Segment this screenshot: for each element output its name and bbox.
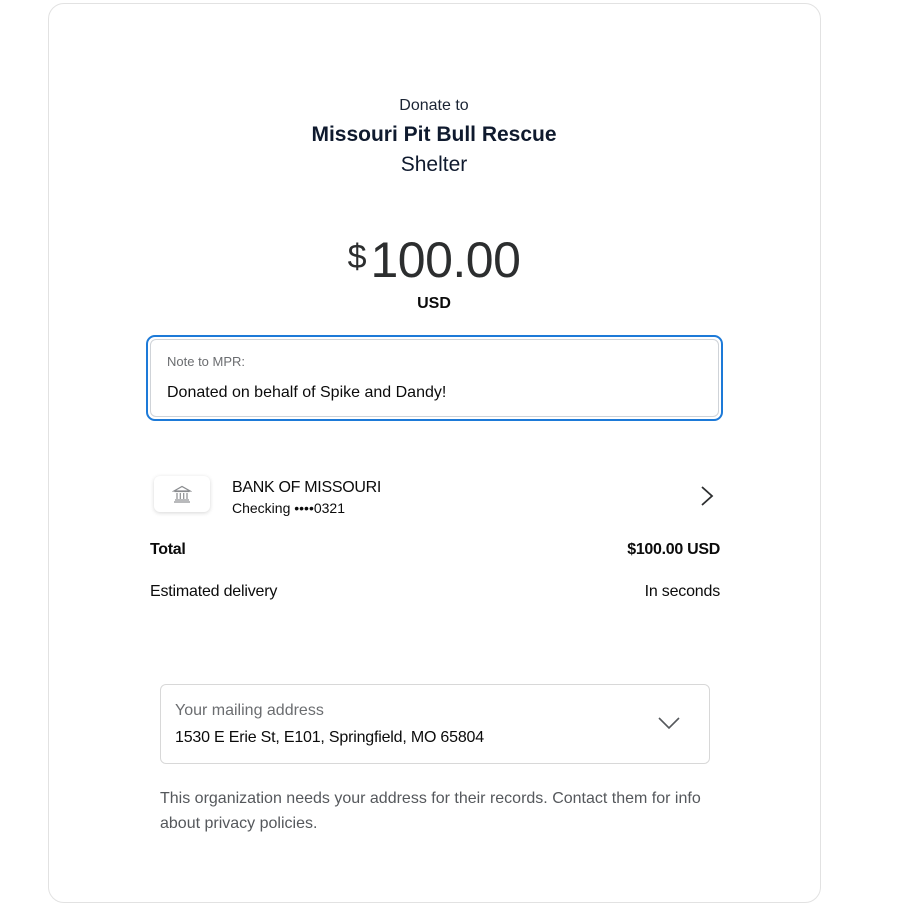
funding-source-selector[interactable] — [150, 472, 722, 522]
mailing-address-dropdown[interactable] — [160, 684, 710, 764]
address-label: Your mailing address — [175, 702, 324, 719]
total-row — [150, 540, 720, 560]
organization-name: Missouri Pit Bull Rescue — [311, 123, 557, 146]
bank-icon — [172, 484, 192, 504]
amount-value: 100.00 — [370, 232, 521, 288]
delivery-value: In seconds — [644, 583, 720, 600]
total-value: $100.00 USD — [627, 541, 720, 558]
donate-to-label: Donate to — [399, 97, 469, 114]
note-label: Note to MPR: — [167, 354, 246, 369]
bank-icon-container — [154, 476, 210, 512]
note-input[interactable] — [167, 383, 702, 403]
address-disclaimer: This organization needs your address for their records. Contact them for info about privacy policies. — [160, 790, 701, 832]
donation-amount[interactable] — [348, 230, 521, 290]
currency-code: USD — [417, 295, 451, 312]
donation-amount-section — [0, 230, 868, 314]
chevron-right-icon[interactable] — [698, 484, 716, 508]
currency-symbol: $ — [347, 238, 367, 276]
bank-name: BANK OF MISSOURI — [232, 479, 381, 496]
note-field-inner — [150, 339, 719, 417]
chevron-down-icon[interactable] — [657, 715, 681, 731]
note-field[interactable] — [146, 335, 723, 421]
total-label: Total — [150, 541, 186, 558]
donation-header — [0, 96, 868, 179]
delivery-label: Estimated delivery — [150, 583, 278, 600]
delivery-row — [150, 582, 720, 602]
bank-account: Checking ••••0321 — [232, 500, 346, 516]
address-value: 1530 E Erie St, E101, Springfield, MO 65804 — [175, 729, 484, 746]
organization-name-line2: Shelter — [400, 153, 468, 176]
